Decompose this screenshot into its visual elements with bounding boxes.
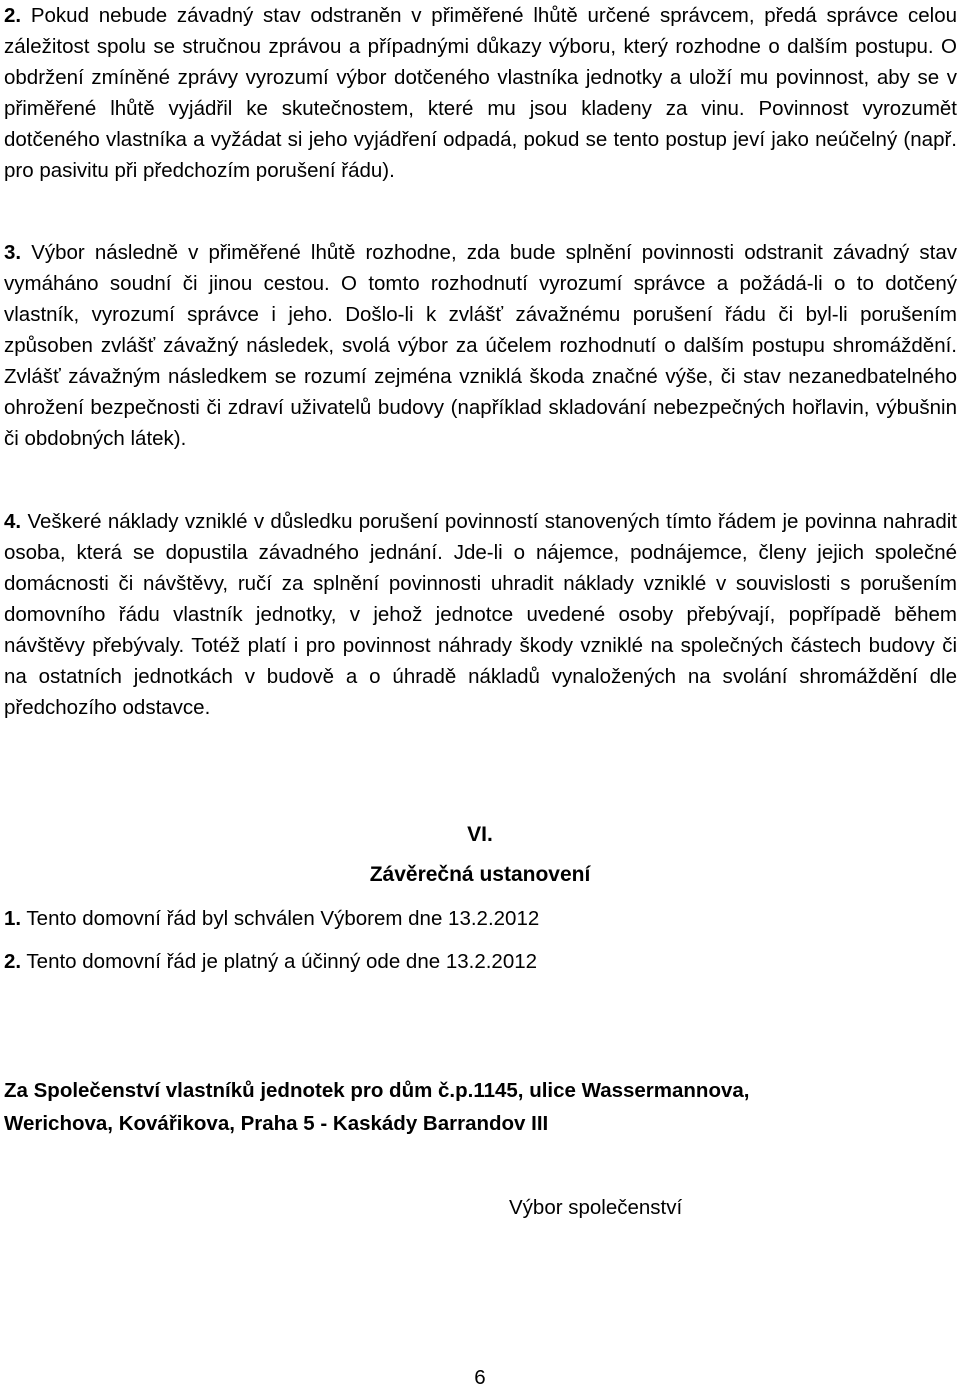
paragraph-number: 4.	[4, 510, 22, 533]
final-item-2	[4, 950, 537, 974]
item-text: Tento domovní řád byl schválen Výborem dne 13.2.2012	[21, 907, 540, 930]
signature-line-2: Werichova, Kovářikova, Praha 5 - Kaskády Barrandov III	[4, 1112, 549, 1135]
final-item-1	[4, 907, 539, 931]
paragraph-text: Veškeré náklady vzniklé v důsledku porušení povinností stanovených tímto řádem je povinna nahradit osoba, která se dopustila závadného jednání. Jde-li o nájemce, podnájemce, členy jejich společné domácnosti či návštěvy, ručí za splnění povinnosti uhradit náklady vzniklé v souvislosti s porušením domovního řádu vlastník jednotky, v jehož jednotce uvedené osoby přebývají, popřípadě během návštěvy přebývaly. Totéž platí i pro povinnost náhrady škody vzniklé na společných částech budovy či na ostatních jednotkách v budově a o úhradě nákladů vynaložených na svolání shromáždění dle předchozího odstavce.	[4, 510, 957, 719]
paragraph-number: 2.	[4, 4, 22, 27]
paragraph-number: 3.	[4, 241, 22, 264]
signature-line-1: Za Společenství vlastníků jednotek pro dům č.p.1145, ulice Wassermannova,	[4, 1079, 750, 1102]
item-number: 2.	[4, 950, 22, 973]
section-number: VI.	[467, 823, 493, 846]
paragraph-4	[4, 506, 957, 723]
page-number: 6	[474, 1366, 486, 1389]
paragraph-3	[4, 237, 957, 454]
signature-block	[4, 1074, 957, 1140]
item-text: Tento domovní řád je platný a účinný ode dne 13.2.2012	[21, 950, 538, 973]
committee-signature: Výbor společenství	[509, 1196, 683, 1219]
paragraph-text: Výbor následně v přiměřené lhůtě rozhodne, zda bude splnění povinnosti odstranit závadný stav vymáháno soudní či jinou cestou. O tomto rozhodnutí vyrozumí správce a požádá-li o to dotčený vlastník, vyrozumí správce i jeho. Došlo-li k zvlášť závažnému porušení řádu či byl-li porušením způsoben zvlášť závažný následek, svolá výbor za účelem rozhodnutí o dalším postupu shromáždění. Zvlášť závažným následkem se rozumí zejména vzniklá škoda značné výše, či stav nezanedbatelného ohrožení bezpečnosti či zdraví uživatelů budovy (například skladování nebezpečných hořlavin, výbušnin či obdobných látek).	[4, 241, 957, 450]
paragraph-2	[4, 0, 957, 186]
section-title: Závěrečná ustanovení	[369, 863, 591, 886]
item-number: 1.	[4, 907, 22, 930]
paragraph-text: Pokud nebude závadný stav odstraněn v přiměřené lhůtě určené správcem, předá správce celou záležitost spolu se stručnou zprávou a případnými důkazy výboru, který rozhodne o dalším postupu. O obdržení zmíněné zprávy vyrozumí výbor dotčeného vlastníka jednotky a uloží mu povinnost, aby se v přiměřené lhůtě vyjádřil ke skutečnostem, které mu jsou kladeny za vinu. Povinnost vyrozumět dotčeného vlastníka a vyžádat si jeho vyjádření odpadá, pokud se tento postup jeví jako neúčelný (např. pro pasivitu při předchozím porušení řádu).	[4, 4, 957, 182]
